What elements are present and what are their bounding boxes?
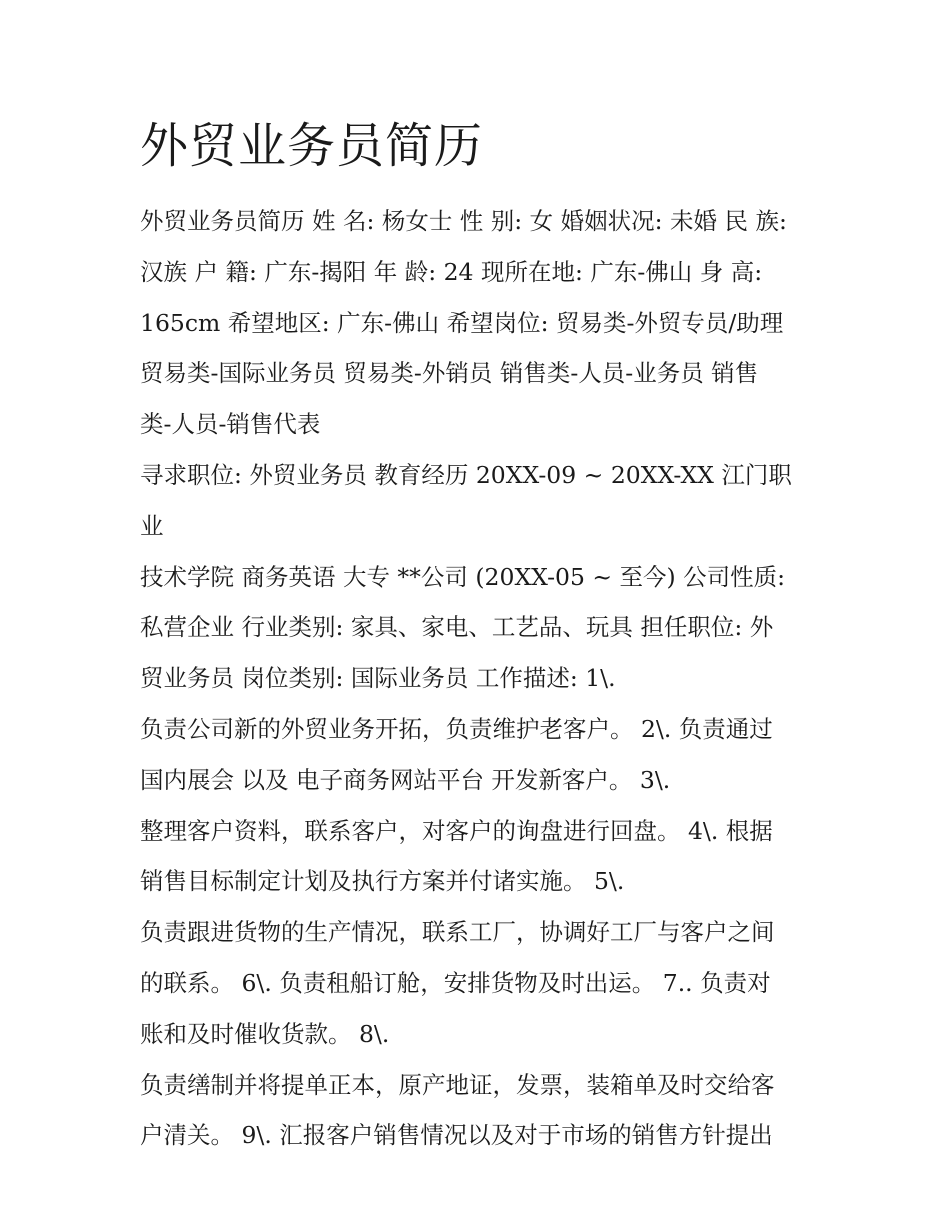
- document-body: [140, 196, 812, 1161]
- paragraph-duty-1-2: 负责公司新的外贸业务开拓，负责维护老客户。 2\. 负责通过 国内展会 以及 电子商务网站平台 开发新客户。 3\.: [140, 714, 773, 794]
- paragraph-duty-3-4: 整理客户资料，联系客户，对客户的询盘进行回盘。 4\. 根据 销售目标制定计划及执行方案并付诸实施。 5\.: [140, 816, 773, 896]
- paragraph-education-work: 寻求职位: 外贸业务员 教育经历 20XX-09 ~ 20XX-XX 江门职业 技术学院 商务英语 大专 **公司 (20XX-05 ~ 至今) 公司性质: 私营企业 行业类别: 家具、家电、工艺品、玩具 担任职位: 外 贸业务员 岗位类别: 国际业务员 工作描述: 1\.: [140, 460, 792, 693]
- paragraph-duty-5-7: 负责跟进货物的生产情况，联系工厂，协调好工厂与客户之间 的联系。 6\. 负责租船订舱，安排货物及时出运。 7.. 负责对 账和及时催收货款。 8\.: [140, 918, 775, 1048]
- paragraph-duty-8-9: 负责缮制并将提单正本，原产地证，发票，装箱单及时交给客 户清关。 9\. 汇报客户销售情况以及对于市场的销售方针提出: [140, 1070, 775, 1150]
- document-title: 外贸业务员简历: [140, 118, 484, 174]
- paragraph-personal-info: 外贸业务员简历 姓 名: 杨女士 性 别: 女 婚姻状况: 未婚 民 族: 汉族 户 籍: 广东-揭阳 年 龄: 24 现所在地: 广东-佛山 身 高: 165cm 希望地区: 广东-佛山 希望岗位: 贸易类-外贸专员/助理 贸易类-国际业务员 贸易类-外销员 销售类-人员-业务员 销售 类-人员-销售代表: [140, 207, 787, 439]
